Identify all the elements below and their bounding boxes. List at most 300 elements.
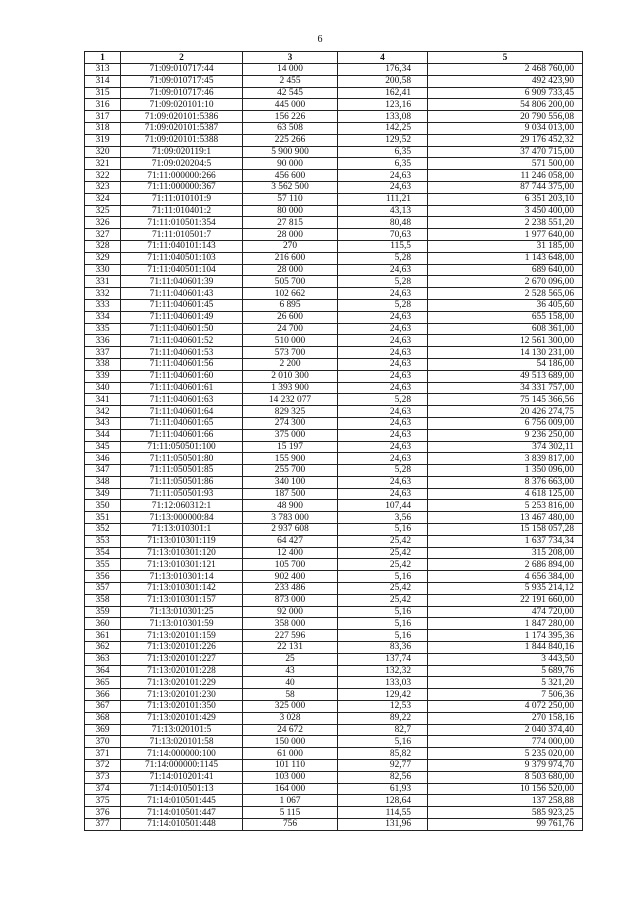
row-number-cell: 325: [85, 205, 121, 217]
area-cell: 42 545: [243, 87, 338, 99]
cadastral-number-cell: 71:13:010301:119: [121, 535, 243, 547]
row-number-cell: 359: [85, 606, 121, 618]
rate-cell: 25,42: [338, 594, 428, 606]
rate-cell: 176,34: [338, 64, 428, 76]
value-cell: 29 176 452,32: [428, 134, 583, 146]
row-number-cell: 347: [85, 465, 121, 477]
cadastral-number-cell: 71:13:000000:84: [121, 512, 243, 524]
header-row: [85, 52, 583, 64]
value-cell: 11 246 058,00: [428, 170, 583, 182]
value-cell: 315 208,00: [428, 547, 583, 559]
value-cell: 5 321,20: [428, 677, 583, 689]
area-cell: 12 400: [243, 547, 338, 559]
value-cell: 20 426 274,75: [428, 406, 583, 418]
rate-cell: 83,36: [338, 642, 428, 654]
cadastral-number-cell: 71:13:010301:14: [121, 571, 243, 583]
table-row: [85, 394, 583, 406]
value-cell: 14 130 231,00: [428, 347, 583, 359]
area-cell: 24 700: [243, 323, 338, 335]
area-cell: 164 000: [243, 783, 338, 795]
area-cell: 510 000: [243, 335, 338, 347]
rate-cell: 132,32: [338, 665, 428, 677]
table-row: [85, 783, 583, 795]
area-cell: 80 000: [243, 205, 338, 217]
table-row: [85, 571, 583, 583]
area-cell: 25: [243, 653, 338, 665]
area-cell: 5 900 900: [243, 146, 338, 158]
value-cell: 2 670 096,00: [428, 276, 583, 288]
cadastral-number-cell: 71:11:050501:86: [121, 476, 243, 488]
row-number-cell: 358: [85, 594, 121, 606]
rate-cell: 3,56: [338, 512, 428, 524]
cadastral-number-cell: 71:14:010501:448: [121, 819, 243, 831]
table-row: [85, 524, 583, 536]
area-cell: 26 600: [243, 311, 338, 323]
value-cell: 3 443,50: [428, 653, 583, 665]
area-cell: 225 266: [243, 134, 338, 146]
rate-cell: 25,42: [338, 583, 428, 595]
table-row: [85, 170, 583, 182]
table-row: [85, 64, 583, 76]
row-number-cell: 315: [85, 87, 121, 99]
table-row: [85, 134, 583, 146]
value-cell: 5 253 816,00: [428, 500, 583, 512]
rate-cell: 24,63: [338, 181, 428, 193]
cadastral-number-cell: 71:09:020204:5: [121, 158, 243, 170]
row-number-cell: 314: [85, 75, 121, 87]
cadastral-number-cell: 71:11:040601:49: [121, 311, 243, 323]
value-cell: 75 145 366,56: [428, 394, 583, 406]
rate-cell: 5,28: [338, 252, 428, 264]
row-number-cell: 362: [85, 642, 121, 654]
value-cell: 1 844 840,16: [428, 642, 583, 654]
area-cell: 3 028: [243, 712, 338, 724]
table-row: [85, 512, 583, 524]
row-number-cell: 321: [85, 158, 121, 170]
area-cell: 150 000: [243, 736, 338, 748]
area-cell: 14 000: [243, 64, 338, 76]
rate-cell: 129,42: [338, 689, 428, 701]
row-number-cell: 332: [85, 288, 121, 300]
row-number-cell: 376: [85, 807, 121, 819]
rate-cell: 61,93: [338, 783, 428, 795]
value-cell: 8 503 680,00: [428, 771, 583, 783]
area-cell: 155 900: [243, 453, 338, 465]
row-number-cell: 357: [85, 583, 121, 595]
value-cell: 270 158,16: [428, 712, 583, 724]
area-cell: 270: [243, 240, 338, 252]
cadastral-number-cell: 71:11:000000:266: [121, 170, 243, 182]
table-row: [85, 583, 583, 595]
value-cell: 99 761,76: [428, 819, 583, 831]
row-number-cell: 361: [85, 630, 121, 642]
table-row: [85, 559, 583, 571]
cadastral-number-cell: 71:11:000000:367: [121, 181, 243, 193]
area-cell: 2 200: [243, 358, 338, 370]
cadastral-number-cell: 71:14:010501:447: [121, 807, 243, 819]
value-cell: 3 450 400,00: [428, 205, 583, 217]
row-number-cell: 370: [85, 736, 121, 748]
area-cell: 375 000: [243, 429, 338, 441]
value-cell: 1 174 395,36: [428, 630, 583, 642]
value-cell: 1 637 734,34: [428, 535, 583, 547]
rate-cell: 24,63: [338, 347, 428, 359]
area-cell: 15 197: [243, 441, 338, 453]
table-row: [85, 453, 583, 465]
table-row: [85, 382, 583, 394]
row-number-cell: 344: [85, 429, 121, 441]
value-cell: 774 000,00: [428, 736, 583, 748]
row-number-cell: 375: [85, 795, 121, 807]
rate-cell: 24,63: [338, 311, 428, 323]
value-cell: 12 561 300,00: [428, 335, 583, 347]
page-number: 6: [317, 34, 323, 45]
value-cell: 10 156 520,00: [428, 783, 583, 795]
cadastral-number-cell: 71:11:040101:143: [121, 240, 243, 252]
rate-cell: 111,21: [338, 193, 428, 205]
row-number-cell: 371: [85, 748, 121, 760]
area-cell: 456 600: [243, 170, 338, 182]
cadastral-number-cell: 71:14:010501:445: [121, 795, 243, 807]
table-row: [85, 594, 583, 606]
area-cell: 902 400: [243, 571, 338, 583]
value-cell: 2 238 551,20: [428, 217, 583, 229]
row-number-cell: 352: [85, 524, 121, 536]
value-cell: 13 467 480,00: [428, 512, 583, 524]
value-cell: 474 720,00: [428, 606, 583, 618]
area-cell: 2 455: [243, 75, 338, 87]
rate-cell: 24,63: [338, 453, 428, 465]
row-number-cell: 374: [85, 783, 121, 795]
value-cell: 7 506,36: [428, 689, 583, 701]
cadastral-number-cell: 71:11:040601:39: [121, 276, 243, 288]
table-row: [85, 311, 583, 323]
rate-cell: 131,96: [338, 819, 428, 831]
table-row: [85, 760, 583, 772]
cadastral-number-cell: 71:09:010717:46: [121, 87, 243, 99]
cadastral-number-cell: 71:11:040601:53: [121, 347, 243, 359]
table-row: [85, 429, 583, 441]
value-cell: 3 839 817,00: [428, 453, 583, 465]
cadastral-number-cell: 71:13:010301:120: [121, 547, 243, 559]
value-cell: 87 744 375,00: [428, 181, 583, 193]
value-cell: 5 935 214,12: [428, 583, 583, 595]
area-cell: 103 000: [243, 771, 338, 783]
cadastral-number-cell: 71:11:040601:60: [121, 370, 243, 382]
rate-cell: 142,25: [338, 122, 428, 134]
area-cell: 2 010 300: [243, 370, 338, 382]
rate-cell: 5,16: [338, 571, 428, 583]
rate-cell: 200,58: [338, 75, 428, 87]
value-cell: 4 072 250,00: [428, 701, 583, 713]
rate-cell: 5,16: [338, 736, 428, 748]
rate-cell: 5,16: [338, 618, 428, 630]
cadastral-number-cell: 71:11:010401:2: [121, 205, 243, 217]
rate-cell: 80,48: [338, 217, 428, 229]
rate-cell: 24,63: [338, 170, 428, 182]
rate-cell: 24,63: [338, 406, 428, 418]
area-cell: 274 300: [243, 417, 338, 429]
value-cell: 1 143 648,00: [428, 252, 583, 264]
row-number-cell: 323: [85, 181, 121, 193]
rate-cell: 5,16: [338, 630, 428, 642]
table-row: [85, 205, 583, 217]
table-row: [85, 689, 583, 701]
value-cell: 1 350 096,00: [428, 465, 583, 477]
value-cell: 2 040 374,40: [428, 724, 583, 736]
table-body: [85, 64, 583, 831]
rate-cell: 5,28: [338, 394, 428, 406]
table-row: [85, 181, 583, 193]
area-cell: 325 000: [243, 701, 338, 713]
row-number-cell: 328: [85, 240, 121, 252]
area-cell: 28 000: [243, 264, 338, 276]
value-cell: 689 640,00: [428, 264, 583, 276]
table-row: [85, 653, 583, 665]
area-cell: 92 000: [243, 606, 338, 618]
area-cell: 61 000: [243, 748, 338, 760]
area-cell: 102 662: [243, 288, 338, 300]
value-cell: 608 361,00: [428, 323, 583, 335]
table-row: [85, 193, 583, 205]
area-cell: 358 000: [243, 618, 338, 630]
cadastral-number-cell: 71:09:010717:45: [121, 75, 243, 87]
cadastral-number-cell: 71:09:020101:5388: [121, 134, 243, 146]
header-col-1: 1: [85, 52, 121, 64]
area-cell: 340 100: [243, 476, 338, 488]
cadastral-number-cell: 71:11:010501:354: [121, 217, 243, 229]
rate-cell: 24,63: [338, 476, 428, 488]
cadastral-number-cell: 71:13:020101:227: [121, 653, 243, 665]
rate-cell: 24,63: [338, 358, 428, 370]
cadastral-number-cell: 71:11:040601:65: [121, 417, 243, 429]
value-cell: 49 513 689,00: [428, 370, 583, 382]
cadastral-number-cell: 71:13:010301:1: [121, 524, 243, 536]
area-cell: 90 000: [243, 158, 338, 170]
row-number-cell: 329: [85, 252, 121, 264]
rate-cell: 5,28: [338, 299, 428, 311]
table-row: [85, 240, 583, 252]
area-cell: 58: [243, 689, 338, 701]
row-number-cell: 351: [85, 512, 121, 524]
rate-cell: 24,63: [338, 370, 428, 382]
cadastral-number-cell: 71:13:020101:229: [121, 677, 243, 689]
row-number-cell: 341: [85, 394, 121, 406]
rate-cell: 5,28: [338, 465, 428, 477]
rate-cell: 123,16: [338, 99, 428, 111]
area-cell: 187 500: [243, 488, 338, 500]
area-cell: 63 508: [243, 122, 338, 134]
row-number-cell: 319: [85, 134, 121, 146]
value-cell: 22 191 660,00: [428, 594, 583, 606]
row-number-cell: 340: [85, 382, 121, 394]
table-row: [85, 370, 583, 382]
rate-cell: 133,03: [338, 677, 428, 689]
row-number-cell: 360: [85, 618, 121, 630]
row-number-cell: 369: [85, 724, 121, 736]
table-row: [85, 406, 583, 418]
area-cell: 22 131: [243, 642, 338, 654]
table-row: [85, 748, 583, 760]
cadastral-number-cell: 71:13:020101:226: [121, 642, 243, 654]
value-cell: 9 379 974,70: [428, 760, 583, 772]
area-cell: 28 000: [243, 229, 338, 241]
rate-cell: 24,63: [338, 417, 428, 429]
row-number-cell: 343: [85, 417, 121, 429]
table-row: [85, 712, 583, 724]
area-cell: 573 700: [243, 347, 338, 359]
table-row: [85, 217, 583, 229]
value-cell: 5 235 020,00: [428, 748, 583, 760]
cadastral-number-cell: 71:14:010501:13: [121, 783, 243, 795]
row-number-cell: 364: [85, 665, 121, 677]
area-cell: 64 427: [243, 535, 338, 547]
area-cell: 873 000: [243, 594, 338, 606]
row-number-cell: 355: [85, 559, 121, 571]
rate-cell: 70,63: [338, 229, 428, 241]
table-row: [85, 75, 583, 87]
value-cell: 492 423,90: [428, 75, 583, 87]
rate-cell: 89,22: [338, 712, 428, 724]
cadastral-number-cell: 71:09:020101:5386: [121, 111, 243, 123]
row-number-cell: 373: [85, 771, 121, 783]
area-cell: 2 937 608: [243, 524, 338, 536]
table-row: [85, 229, 583, 241]
table-row: [85, 146, 583, 158]
row-number-cell: 326: [85, 217, 121, 229]
rate-cell: 107,44: [338, 500, 428, 512]
area-cell: 5 115: [243, 807, 338, 819]
rate-cell: 24,63: [338, 488, 428, 500]
table-row: [85, 441, 583, 453]
table-row: [85, 276, 583, 288]
rate-cell: 114,55: [338, 807, 428, 819]
cadastral-number-cell: 71:13:010301:25: [121, 606, 243, 618]
area-cell: 255 700: [243, 465, 338, 477]
table-row: [85, 264, 583, 276]
rate-cell: 5,28: [338, 276, 428, 288]
table-row: [85, 158, 583, 170]
rate-cell: 25,42: [338, 535, 428, 547]
cadastral-number-cell: 71:11:040601:52: [121, 335, 243, 347]
area-cell: 3 783 000: [243, 512, 338, 524]
rate-cell: 43,13: [338, 205, 428, 217]
rate-cell: 24,63: [338, 429, 428, 441]
rate-cell: 82,56: [338, 771, 428, 783]
area-cell: 756: [243, 819, 338, 831]
row-number-cell: 377: [85, 819, 121, 831]
value-cell: 37 470 715,00: [428, 146, 583, 158]
cadastral-number-cell: 71:11:040501:104: [121, 264, 243, 276]
rate-cell: 24,63: [338, 335, 428, 347]
row-number-cell: 356: [85, 571, 121, 583]
rate-cell: 25,42: [338, 547, 428, 559]
value-cell: 571 500,00: [428, 158, 583, 170]
rate-cell: 24,63: [338, 323, 428, 335]
cadastral-number-cell: 71:13:010301:157: [121, 594, 243, 606]
table-row: [85, 771, 583, 783]
cadastral-number-cell: 71:13:010301:142: [121, 583, 243, 595]
value-cell: 54 186,00: [428, 358, 583, 370]
row-number-cell: 350: [85, 500, 121, 512]
cadastral-number-cell: 71:11:040601:63: [121, 394, 243, 406]
rate-cell: 137,74: [338, 653, 428, 665]
cadastral-number-cell: 71:13:020101:5: [121, 724, 243, 736]
table-row: [85, 736, 583, 748]
cadastral-number-cell: 71:14:000000:1145: [121, 760, 243, 772]
area-cell: 57 110: [243, 193, 338, 205]
area-cell: 24 672: [243, 724, 338, 736]
cadastral-number-cell: 71:11:040601:66: [121, 429, 243, 441]
rate-cell: 6,35: [338, 146, 428, 158]
rate-cell: 24,63: [338, 441, 428, 453]
row-number-cell: 338: [85, 358, 121, 370]
value-cell: 36 405,60: [428, 299, 583, 311]
land-plots-table: [84, 51, 583, 831]
row-number-cell: 366: [85, 689, 121, 701]
header-col-2: 2: [121, 52, 243, 64]
rate-cell: 24,63: [338, 382, 428, 394]
row-number-cell: 365: [85, 677, 121, 689]
table-row: [85, 701, 583, 713]
table-row: [85, 488, 583, 500]
rate-cell: 92,77: [338, 760, 428, 772]
row-number-cell: 330: [85, 264, 121, 276]
rate-cell: 24,63: [338, 264, 428, 276]
cadastral-number-cell: 71:11:040601:45: [121, 299, 243, 311]
table-row: [85, 795, 583, 807]
cadastral-number-cell: 71:13:010301:59: [121, 618, 243, 630]
row-number-cell: 317: [85, 111, 121, 123]
rate-cell: 5,16: [338, 524, 428, 536]
value-cell: 4 618 125,00: [428, 488, 583, 500]
row-number-cell: 363: [85, 653, 121, 665]
table-row: [85, 665, 583, 677]
row-number-cell: 342: [85, 406, 121, 418]
cadastral-number-cell: 71:11:040501:103: [121, 252, 243, 264]
value-cell: 15 158 057,28: [428, 524, 583, 536]
row-number-cell: 320: [85, 146, 121, 158]
value-cell: 8 376 663,00: [428, 476, 583, 488]
area-cell: 3 562 500: [243, 181, 338, 193]
rate-cell: 128,64: [338, 795, 428, 807]
area-cell: 48 900: [243, 500, 338, 512]
area-cell: 1 067: [243, 795, 338, 807]
cadastral-number-cell: 71:11:040601:64: [121, 406, 243, 418]
row-number-cell: 346: [85, 453, 121, 465]
table-row: [85, 111, 583, 123]
table-row: [85, 122, 583, 134]
value-cell: 1 847 280,00: [428, 618, 583, 630]
table-row: [85, 87, 583, 99]
area-cell: 105 700: [243, 559, 338, 571]
cadastral-number-cell: 71:09:020101:5387: [121, 122, 243, 134]
area-cell: 14 232 077: [243, 394, 338, 406]
area-cell: 156 226: [243, 111, 338, 123]
cadastral-number-cell: 71:11:010501:7: [121, 229, 243, 241]
rate-cell: 25,42: [338, 559, 428, 571]
cadastral-number-cell: 71:11:040601:50: [121, 323, 243, 335]
area-cell: 233 486: [243, 583, 338, 595]
table-row: [85, 677, 583, 689]
area-cell: 227 596: [243, 630, 338, 642]
value-cell: 6 909 733,45: [428, 87, 583, 99]
row-number-cell: 318: [85, 122, 121, 134]
row-number-cell: 368: [85, 712, 121, 724]
row-number-cell: 367: [85, 701, 121, 713]
value-cell: 6 756 009,00: [428, 417, 583, 429]
table-row: [85, 252, 583, 264]
